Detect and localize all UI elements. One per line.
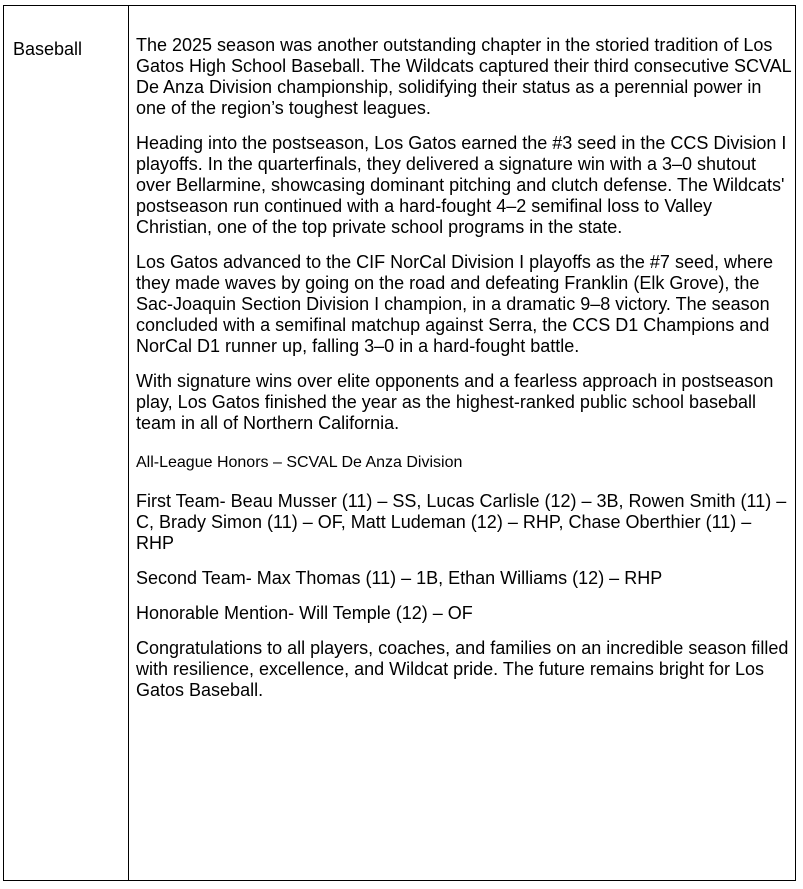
all-league-heading: All-League Honors – SCVAL De Anza Division <box>136 454 463 471</box>
ccs-playoffs-paragraph: Heading into the postseason, Los Gatos earned the #3 seed in the CCS Division I playoffs. In the quarterfinals, they delivered a signature win with a 3–0 shutout over Bellarmine, showcasing dominant pitching and clutch defense. The Wildcats' postseason run continued with a hard-fought 4–2 semifinal loss to Valley Christian, one of the top private school programs in the state. <box>136 133 787 237</box>
intro-paragraph: The 2025 season was another outstanding chapter in the storied tradition of Los Gatos High School Baseball. The Wildcats captured their third consecutive SCVAL De Anza Division championship, solidifying their status as a perennial power in one of the region’s toughest leagues. <box>136 35 791 118</box>
norcal-playoffs-paragraph: Los Gatos advanced to the CIF NorCal Division I playoffs as the #7 seed, where they made waves by going on the road and defeating Franklin (Elk Grove), the Sac-Joaquin Section Division I champion, in a dramatic 9–8 victory. The season concluded with a semifinal matchup against Serra, the CCS D1 Champions and NorCal D1 runner up, falling 3–0 in a hard-fought battle. <box>136 252 774 356</box>
honorable-mention-paragraph: Honorable Mention- Will Temple (12) – OF <box>136 603 473 623</box>
column-divider <box>128 6 129 880</box>
season-summary <box>136 35 792 715</box>
ranking-paragraph: With signature wins over elite opponents and a fearless approach in postseason play, Los Gatos finished the year as the highest-ranked public school baseball team in all of Northern California. <box>136 371 774 433</box>
baseball-table <box>3 5 796 881</box>
sport-label: Baseball <box>13 39 83 59</box>
second-team-paragraph: Second Team- Max Thomas (11) – 1B, Ethan Williams (12) – RHP <box>136 568 663 588</box>
first-team-paragraph: First Team- Beau Musser (11) – SS, Lucas Carlisle (12) – 3B, Rowen Smith (11) – C, Brady Simon (11) – OF, Matt Ludeman (12) – RHP, Chase Oberthier (11) – RHP <box>136 491 787 553</box>
congratulations-paragraph: Congratulations to all players, coaches, and families on an incredible season filled with resilience, excellence, and Wildcat pride. The future remains bright for Los Gatos Baseball. <box>136 638 789 700</box>
